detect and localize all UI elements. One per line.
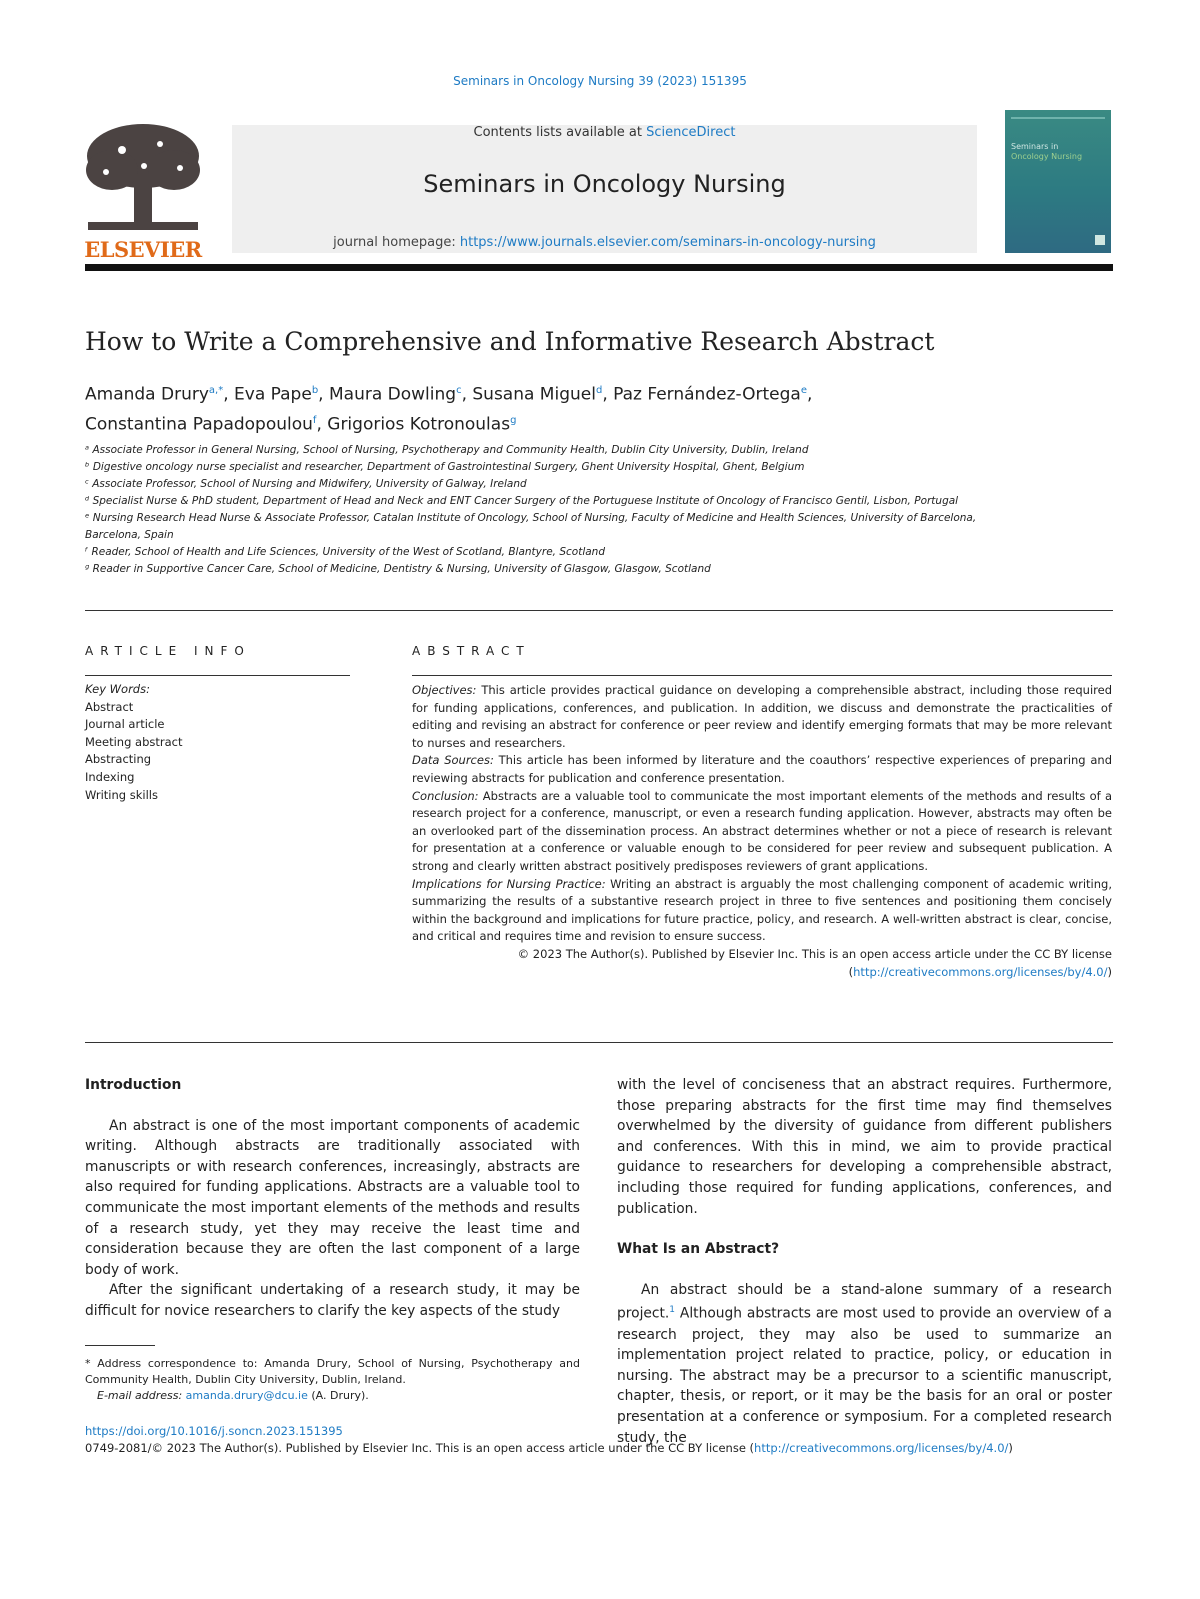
keywords-label: Key Words: — [85, 682, 150, 696]
paragraph-text: Although abstracts are most used to provide an overview of a research project, they may also be used to summarize an implementation project related to practice, policy, or education in nursing. The abstract may be a precursor to a scientific manuscript, chapter, thesis, or report, or it may be the basis for an oral or poster presentation at a conference or symposium. For a completed research study, the — [617, 1305, 1112, 1446]
author-separator: , — [318, 384, 329, 405]
body-paragraph: An abstract is one of the most important components of academic writing. Although abstracts are traditionally associated with manuscripts or with research conferences, increasingly, abstracts are also required for funding applications. Abstracts are a valuable tool to communicate the most important elements of the methods and results of a research study, yet they may receive the least time and consideration because they are often the last component of a large body of work. — [85, 1117, 580, 1278]
author-separator: , — [602, 384, 614, 405]
correspondence-footnote — [85, 1356, 580, 1404]
affiliation-item: ᵃ Associate Professor in General Nursing, School of Nursing, Psychotherapy and Community Health, Dublin City University, Dublin, Ireland — [85, 444, 809, 456]
abstract-section-text: This article has been informed by literature and the coauthors’ respective experiences of preparing and reviewing abstracts for publication and conference presentation. — [412, 753, 1112, 785]
sciencedirect-link[interactable]: ScienceDirect — [646, 125, 736, 140]
cover-stripe — [1011, 117, 1105, 119]
abstract-section — [412, 752, 1112, 787]
keyword-item[interactable]: Indexing — [85, 769, 135, 784]
author-affil-mark[interactable]: g — [510, 414, 517, 426]
keyword-item[interactable]: Meeting abstract — [85, 734, 183, 749]
article-info-heading: ARTICLE INFO — [85, 644, 251, 658]
abstract-body — [412, 682, 1112, 981]
body-left-column — [85, 1075, 580, 1322]
footer-license-link[interactable]: http://creativecommons.org/licenses/by/4.0/ — [754, 1441, 1009, 1455]
contents-prefix: Contents lists available at — [473, 125, 647, 140]
abstract-section — [412, 682, 1112, 752]
abstract-section-label: Objectives: — [412, 683, 477, 697]
tree-icon — [82, 122, 204, 234]
affiliation-item: ᵍ Reader in Supportive Cancer Care, School of Medicine, Dentistry & Nursing, University of Glasgow, Glasgow, Scotland — [85, 563, 711, 575]
author-separator: , — [461, 384, 473, 405]
keyword-item[interactable]: Abstracting — [85, 752, 152, 767]
section-heading-what-is-abstract: What Is an Abstract? — [617, 1241, 780, 1258]
affiliation-item: ᵈ Specialist Nurse & PhD student, Department of Head and Neck and ENT Cancer Surgery of the Portuguese Institute of Oncology of Francisco Gentil, Lisbon, Portugal — [85, 495, 959, 507]
abstract-section — [412, 876, 1112, 946]
abstract-heading: ABSTRACT — [412, 644, 531, 658]
homepage-link[interactable]: https://www.journals.elsevier.com/seminars-in-oncology-nursing — [459, 235, 876, 250]
author-name[interactable]: Susana Miguel — [472, 384, 596, 405]
keyword-item[interactable]: Journal article — [85, 717, 165, 732]
author-name[interactable]: Constantina Papadopoulou — [85, 414, 313, 435]
author-separator: , — [806, 384, 813, 405]
affiliation-item: ᶠ Reader, School of Health and Life Sciences, University of the West of Scotland, Blantyre, Scotland — [85, 546, 605, 558]
abstract-section-text: Writing an abstract is arguably the most challenging component of academic writing, summarizing the results of a substantive research project in three to five sentences and positioning them concisely within the background and implications for future practice, policy, and research. A well-written abstract is clear, concise, and critical and requires time and revision to ensure success. — [412, 876, 1112, 944]
keyword-item[interactable]: Writing skills — [85, 787, 158, 802]
cover-publisher-icon — [1095, 235, 1105, 245]
author-affil-mark[interactable]: b — [311, 385, 319, 396]
article-info-rule — [85, 675, 350, 676]
reference-link[interactable]: 1 — [669, 1305, 676, 1316]
homepage-prefix: journal homepage: — [333, 235, 460, 250]
author-affil-mark[interactable]: c — [456, 385, 462, 396]
affiliation-rule — [85, 610, 1113, 611]
author-name[interactable]: Paz Fernández-Ortega — [613, 384, 801, 405]
article-title: How to Write a Comprehensive and Informative Research Abstract — [85, 327, 935, 356]
author-affil-mark[interactable]: f — [312, 414, 317, 426]
issn-text: 0749-2081/© 2023 The Author(s). Published by Elsevier Inc. This is an open access article under the CC BY license ( — [85, 1441, 755, 1455]
abstract-end-rule — [85, 1042, 1113, 1043]
elsevier-logo[interactable] — [82, 122, 204, 262]
journal-title: Seminars in Oncology Nursing — [423, 170, 786, 198]
email-suffix: (A. Drury). — [307, 1389, 369, 1402]
author-separator: , — [316, 414, 328, 435]
license-link[interactable]: http://creativecommons.org/licenses/by/4.0/ — [853, 964, 1108, 979]
abstract-section-label: Implications for Nursing Practice: — [412, 876, 606, 891]
homepage-line — [232, 235, 977, 250]
body-paragraph: After the significant undertaking of a research study, it may be difficult for novice researchers to clarify the key aspects of the study — [85, 1282, 580, 1319]
author-list — [85, 378, 1105, 437]
abstract-section — [412, 788, 1112, 876]
abstract-section-label: Data Sources: — [412, 753, 494, 768]
footnote-marker: * — [85, 1357, 91, 1370]
body-right-column — [617, 1075, 1112, 1448]
paragraph-text: An abstract should be a stand-alone summary of a research project. — [617, 1281, 1112, 1322]
affiliation-item: ᵉ Nursing Research Head Nurse & Associate Professor, Catalan Institute of Oncology, School of Nursing, Faculty of Medicine and Health Sciences, University of Barcelona, Barcelona, Spain — [85, 512, 977, 541]
header-rule — [85, 264, 1113, 271]
author-name[interactable]: Maura Dowling — [328, 384, 457, 405]
email-label: E-mail address: — [97, 1389, 186, 1402]
publisher-wordmark: ELSEVIER — [84, 237, 202, 262]
footnote-text: Address correspondence to: Amanda Drury, School of Nursing, Psychotherapy and Community Health, Dublin City University, Dublin, Ireland. — [85, 1357, 580, 1386]
copyright-line: © 2023 The Author(s). Published by Elsevier Inc. This is an open access article under the CC BY license — [517, 946, 1112, 961]
cover-title-line-1: Seminars in — [1011, 142, 1059, 151]
section-heading-introduction: Introduction — [85, 1077, 182, 1093]
journal-cover[interactable] — [1005, 110, 1111, 253]
author-affil-mark[interactable]: a,* — [208, 385, 224, 396]
author-separator: , — [223, 384, 235, 405]
abstract-section-text: Abstracts are a valuable tool to communicate the most important elements of the methods and results of a research project for a conference, manuscript, or even a research funding application. However, abstracts may often be an overlooked part of the dissemination process. An abstract determines whether or not a piece of research is relevant for presentation at a conference or valuable enough to be considered for peer review and subsequent publication. A strong and clearly written abstract positively predisposes reviewers of grant applications. — [412, 788, 1112, 873]
license-line: (http://creativecommons.org/licenses/by/4.0/) — [848, 964, 1112, 979]
cover-title — [1011, 142, 1082, 162]
body-paragraph — [617, 1280, 1112, 1448]
author-affil-mark[interactable]: d — [595, 385, 603, 396]
abstract-section-text: This article provides practical guidance on developing a comprehensible abstract, including those required for funding applications, conferences, and publication. In addition, we discuss and demonstrate the practicalities of editing and revising an abstract for conference or peer review and identify emerging formats that may be more relevant to nurses and researchers. — [412, 683, 1112, 750]
keyword-item[interactable]: Abstract — [85, 699, 134, 714]
running-head[interactable]: Seminars in Oncology Nursing 39 (2023) 151395 — [453, 74, 747, 88]
abstract-rule — [412, 675, 1112, 676]
affiliation-item: ᶜ Associate Professor, School of Nursing and Midwifery, University of Galway, Ireland — [85, 478, 527, 490]
author-name[interactable]: Grigorios Kotronoulas — [327, 414, 511, 435]
abstract-section-label: Conclusion: — [412, 788, 479, 803]
author-name[interactable]: Amanda Drury — [85, 384, 209, 405]
contents-line — [232, 125, 977, 140]
body-paragraph: with the level of conciseness that an abstract requires. Furthermore, those preparing abstracts for the first time may find themselves overwhelmed by the diversity of guidance from different publishers and conferences. With this in mind, we aim to provide practical guidance to researchers for developing a comprehensible abstract, including those required for funding applications, conferences, and publication. — [617, 1077, 1112, 1217]
keyword-list — [85, 681, 182, 804]
issn-line — [85, 1441, 1013, 1455]
author-name[interactable]: Eva Pape — [234, 384, 312, 405]
doi-link[interactable]: https://doi.org/10.1016/j.soncn.2023.151395 — [85, 1424, 343, 1438]
email-link[interactable]: amanda.drury@dcu.ie — [185, 1389, 308, 1402]
issn-close: ) — [1008, 1441, 1013, 1455]
author-affil-mark[interactable]: e — [800, 385, 807, 396]
cover-title-line-2: Oncology Nursing — [1011, 152, 1083, 161]
footnote-rule — [85, 1345, 155, 1346]
affiliation-item: ᵇ Digestive oncology nurse specialist and researcher, Department of Gastrointestinal Surgery, Ghent University Hospital, Ghent, Belgium — [85, 461, 805, 473]
affiliation-list — [85, 442, 995, 578]
